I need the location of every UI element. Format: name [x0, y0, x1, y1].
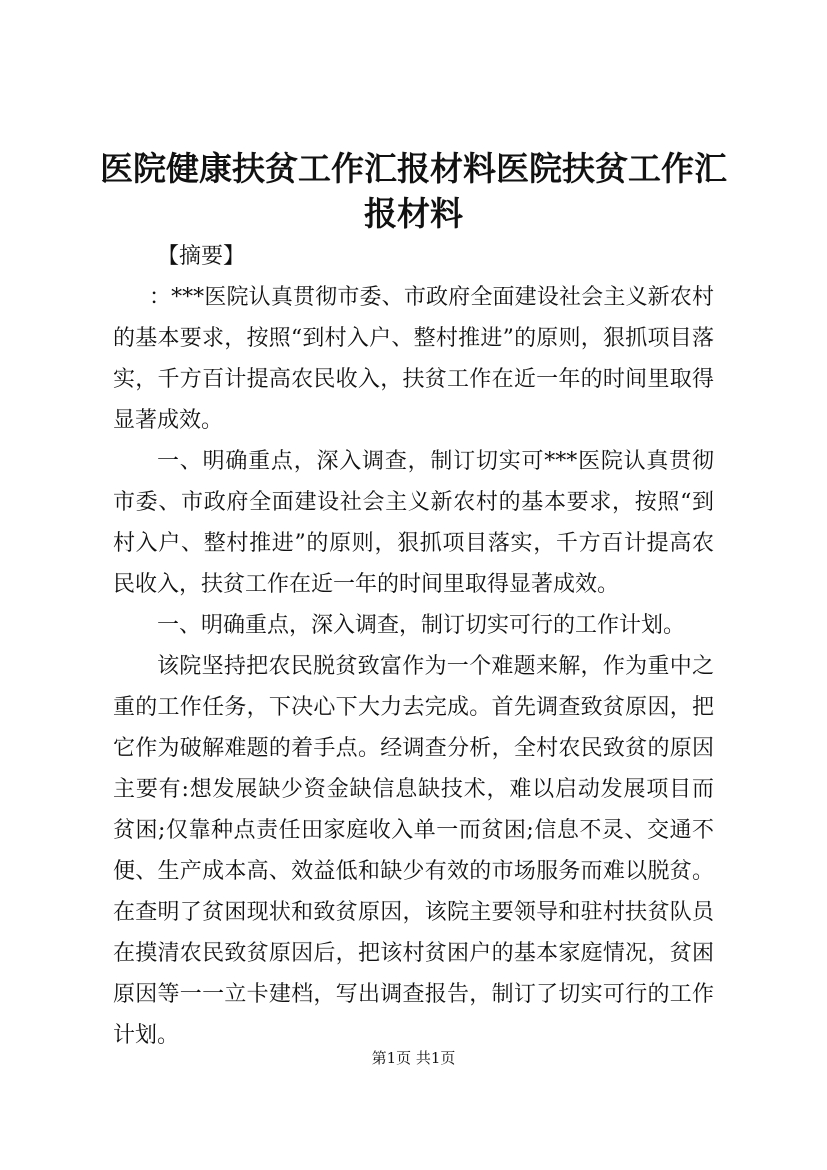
abstract-heading: 【摘要】: [157, 244, 246, 269]
document-body: [113, 236, 714, 1056]
page-footer: 第1页 共1页: [371, 1049, 456, 1067]
paragraph-section-one-heading: 一、明确重点，深入调查，制订切实可行的工作计划。: [157, 613, 686, 638]
document-title: 医院健康扶贫工作汇报材料医院扶贫工作汇报材料: [100, 149, 727, 233]
paragraph-section-one-intro: 一、明确重点，深入调查，制订切实可***医院认真贯彻市委、市政府全面建设社会主义新农村的基本要求，按照“到村入户、整村推进”的原则，狠抓项目落实，千方百计提高农民收入，扶贫工作在近一年的时间里取得显著成效。: [113, 449, 714, 597]
paragraph-abstract: ：***医院认真贯彻市委、市政府全面建设社会主义新农村的基本要求，按照“到村入户、整村推进”的原则，狠抓项目落实，千方百计提高农民收入，扶贫工作在近一年的时间里取得显著成效。: [113, 285, 714, 433]
paragraph-section-one-body: 该院坚持把农民脱贫致富作为一个难题来解，作为重中之重的工作任务，下决心下大力去完成。首先调查致贫原因，把它作为破解难题的着手点。经调查分析，全村农民致贫的原因主要有:想发展缺少资金缺信息缺技术，难以启动发展项目而贫困;仅靠种点责任田家庭收入单一而贫困;信息不灵、交通不便、生产成本高、效益低和缺少有效的市场服务而难以脱贫。在查明了贫困现状和致贫原因，该院主要领导和驻村扶贫队员在摸清农民致贫原因后，把该村贫困户的基本家庭情况，贫困原因等一一立卡建档，写出调查报告，制订了切实可行的工作计划。: [113, 654, 714, 1048]
